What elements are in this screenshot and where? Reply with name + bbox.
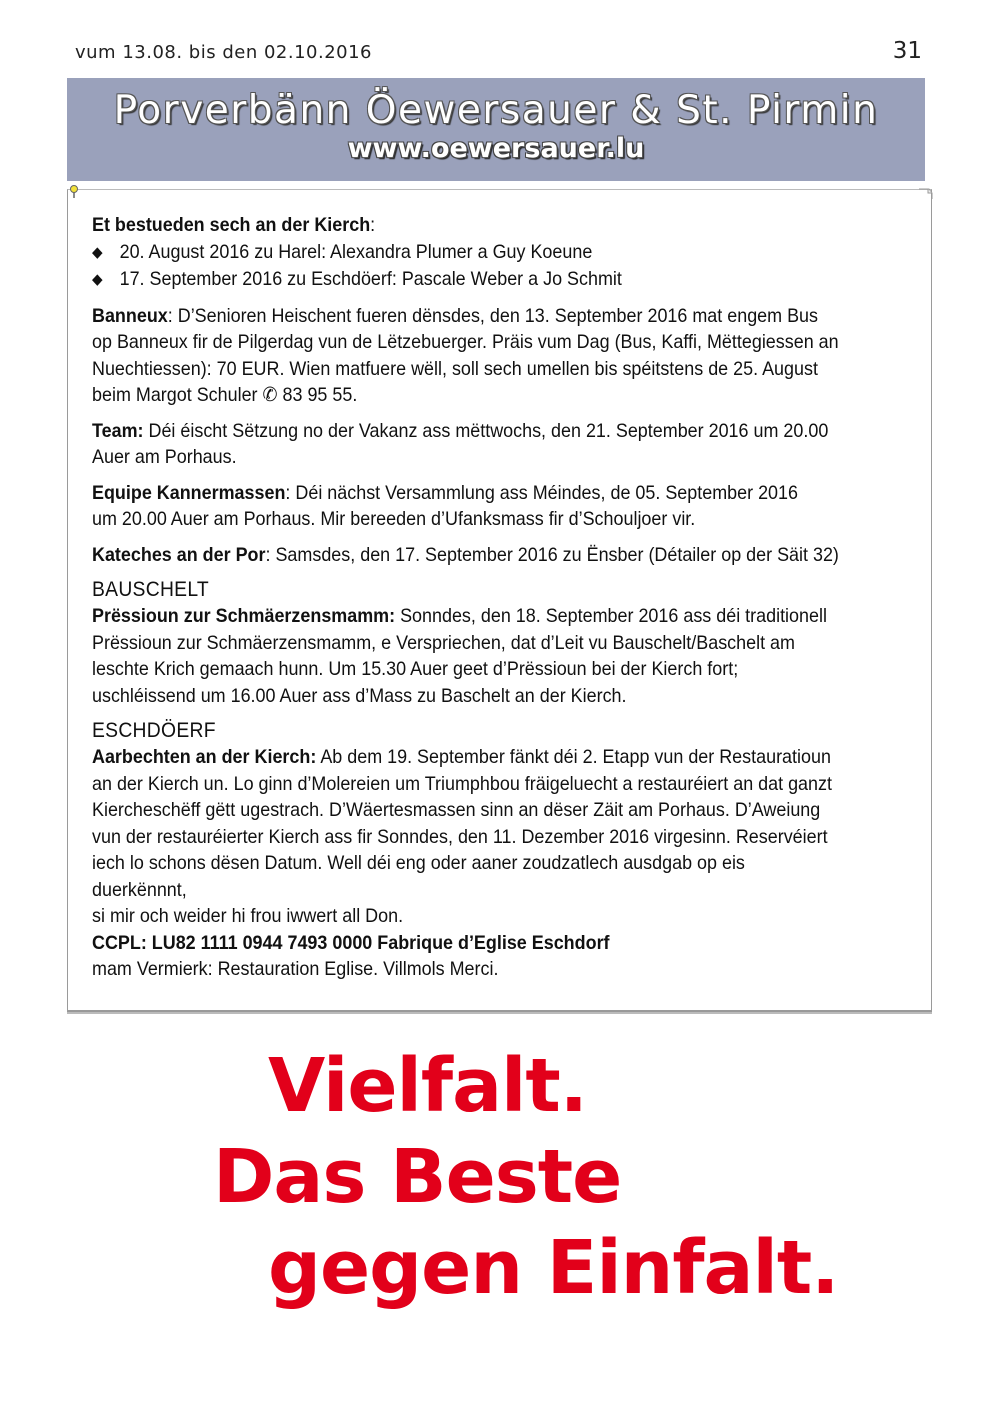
bauschelt-section (92, 577, 842, 709)
page-curl-icon (919, 188, 933, 200)
page-header (75, 40, 922, 66)
slogan-line-3: gegen Einfalt. (268, 1225, 839, 1311)
page-number: 31 (892, 38, 922, 64)
ccpl-account: CCPL: LU82 1111 0944 7493 0000 Fabrique d’Eglise Eschdorf (92, 931, 610, 954)
announcements-box (67, 189, 932, 1011)
eschdoerf-heading: ESCHDÖERF (92, 719, 216, 742)
list-item (92, 266, 842, 294)
announcements-text (92, 212, 842, 992)
wedding-item: 17. September 2016 zu Eschdöerf: Pascale Weber a Jo Schmit (119, 268, 622, 290)
banneux-label: Banneux (92, 304, 168, 327)
weddings-section (92, 212, 842, 294)
kateches-section (92, 542, 842, 569)
eschdoerf-section (92, 718, 842, 983)
equipe-text-1: : Déi nächst Versammlung ass Méindes, de 05. September 2016 (285, 481, 798, 504)
ccpl-remark: mam Vermierk: Restauration Eglise. Villmols Merci. (92, 958, 499, 980)
kateches-label: Kateches an der Por (92, 543, 266, 566)
slogan-line-1: Vielfalt. (268, 1043, 587, 1129)
bauschelt-text: Sonndes, den 18. September 2016 ass déi traditionell Prëssioun zur Schmäerzensmamm, e Verspriechen, dat d’Leit vu Bauschelt/Baschelt am leschte Krich gemaach hunn. Um 15.30 Auer geet d’Prëssioun bei der Kierch fort; uschléissend um 16.00 Auer ass d’Mass zu Baschelt an der Kierch. (92, 605, 827, 707)
kateches-text: : Samsdes, den 17. September 2016 zu Ënsber (Détailer op der Säit 32) (265, 543, 839, 566)
equipe-text-2: um 20.00 Auer am Porhaus. Mir bereeden d’Ufanksmass fir d’Schouljoer vir. (92, 508, 696, 530)
weddings-heading: Et bestueden sech an der Kierch (92, 214, 371, 236)
diamond-bullet-icon: ◆ (92, 243, 103, 261)
banneux-text: : D’Senioren Heischent fueren dënsdes, den 13. September 2016 mat engem Bus op Banneux fir de Pilgerdag vun de Lëtzebuerger. Präis vum Dag (Bus, Kaffi, Mëttegiessen an Nuechtiessen): 70 EUR. Wien matfuere wëll, soll sech umellen bis spéitstens de 25. August beim Margot Schuler ✆ 83 95 55. (92, 304, 839, 406)
team-text: Déi éischt Sëtzung no der Vakanz ass mëttwochs, den 21. September 2016 um 20.00 Auer am Porhaus. (92, 419, 829, 468)
list-item (92, 239, 842, 267)
team-label: Team: (92, 419, 144, 442)
bauschelt-heading: BAUSCHELT (92, 578, 210, 601)
eschdoerf-text-3: si mir och weider hi frou iwwert all Don. (92, 905, 404, 927)
banner-url: www.oewersauer.lu (347, 133, 645, 164)
bauschelt-label: Prëssioun zur Schmäerzensmamm: (92, 605, 396, 627)
slogan-line-2: Das Beste (213, 1134, 622, 1220)
eschdoerf-text-2: an der Kierch un. Lo ginn d’Molereien um Triumphbou fräigeluecht a restauréiert an dat ganzt Kiercheschëff gëtt ugestrach. D’Wäertesmassen sinn an dëser Zäit am Porhaus. D’Aweiung vun der restauréierter Kierch ass fir Sonndes, den 11. Dezember 2016 virgesinn. Reservéiert iech lo schons dësen Datum. Well déi eng oder aaner zoudzatlech ausdgab op eis duerkënnnt, (92, 772, 832, 901)
equipe-section (92, 480, 842, 533)
parish-banner (67, 78, 925, 181)
equipe-label: Equipe Kannermassen (92, 481, 286, 504)
pin-icon (68, 184, 80, 200)
eschdoerf-label: Aarbechten an der Kierch: (92, 746, 317, 768)
weddings-colon: : (370, 214, 376, 236)
diamond-bullet-icon: ◆ (92, 271, 103, 288)
banneux-section (92, 303, 842, 409)
divider (67, 1012, 932, 1014)
team-section (92, 418, 842, 471)
eschdoerf-text-1: Ab dem 19. September fänkt déi 2. Etapp vun der Restauratioun (316, 746, 831, 768)
date-range: vum 13.08. bis den 02.10.2016 (75, 42, 373, 63)
wedding-item: 20. August 2016 zu Harel: Alexandra Plumer a Guy Koeune (119, 240, 593, 263)
banner-title: Porverbänn Öewersauer & St. Pirmin (113, 88, 879, 133)
